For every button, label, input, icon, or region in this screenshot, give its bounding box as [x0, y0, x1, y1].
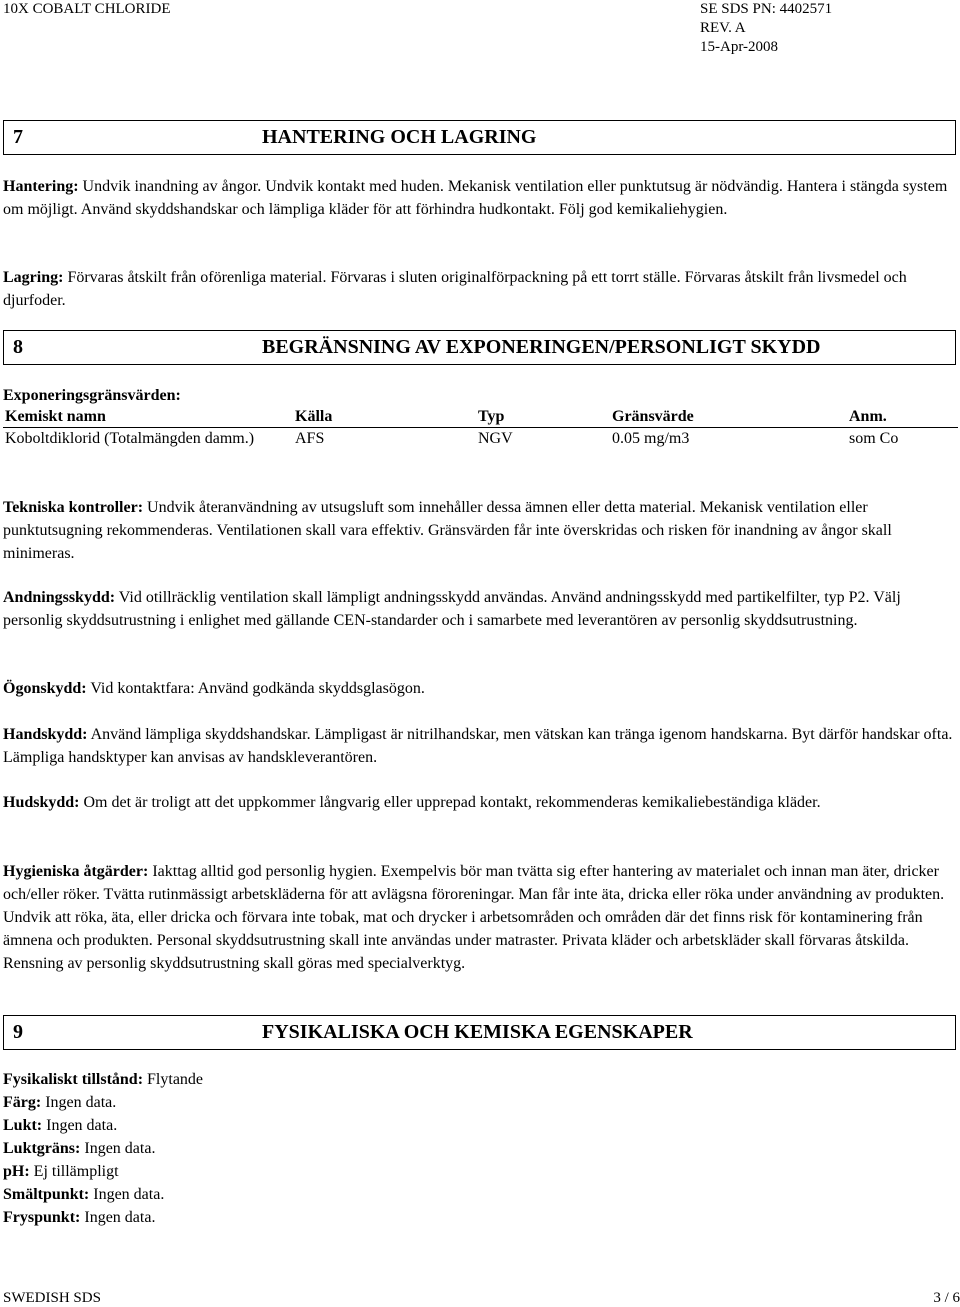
respiratory-protection-paragraph	[3, 586, 958, 632]
property-item	[3, 1160, 203, 1183]
revision-date: 15-Apr-2008	[700, 39, 779, 55]
property-label: Fysikaliskt tillstånd:	[3, 1071, 144, 1088]
document-info	[700, 0, 832, 57]
technical-controls-paragraph	[3, 496, 958, 565]
property-item	[3, 1091, 203, 1114]
storage-label: Lagring:	[3, 269, 64, 286]
column-header: Kemiskt namn	[3, 406, 293, 428]
handling-text: Undvik inandning av ångor. Undvik kontakt med huden. Mekanisk ventilation eller punktutsug är nödvändig. Hantera i stängda system om möjligt. Använd skyddshandskar och lämpliga kläder för att förhindra hudkontakt. Följ god kemikaliehygien.	[3, 178, 948, 218]
property-value: Flytande	[147, 1071, 204, 1088]
technical-controls-label: Tekniska kontroller:	[3, 499, 144, 516]
property-item	[3, 1068, 203, 1091]
section-8-heading	[3, 330, 956, 365]
product-name: 10X COBALT CHLORIDE	[3, 1, 171, 17]
skin-protection-paragraph	[3, 791, 958, 814]
property-label: pH:	[3, 1163, 30, 1180]
technical-controls-text: Undvik återanvändning av utsugsluft som innehåller dessa ämnen eller detta material. Mekanisk ventilation eller punktutsugning rekommenderas. Ventilationen skall vara effektiv. Gränsvärden får inte överskridas och risken för inandning av ångor skall minimeras.	[3, 499, 892, 562]
property-value: Ej tillämpligt	[33, 1163, 119, 1180]
property-label: Smältpunkt:	[3, 1186, 90, 1203]
hand-protection-label: Handskydd:	[3, 726, 88, 743]
hygiene-measures-label: Hygieniska åtgärder:	[3, 863, 149, 880]
column-header: Gränsvärde	[610, 406, 847, 428]
handling-label: Hantering:	[3, 178, 79, 195]
page-number: 3 / 6	[933, 1290, 960, 1306]
skin-protection-label: Hudskydd:	[3, 794, 80, 811]
footer-document-label: SWEDISH SDS	[3, 1290, 101, 1306]
eye-protection-text: Vid kontaktfara: Använd godkända skyddsglasögon.	[90, 680, 425, 697]
eye-protection-paragraph	[3, 677, 958, 700]
table-cell: AFS	[295, 430, 325, 447]
property-label: Fryspunkt:	[3, 1209, 81, 1226]
property-value: Ingen data.	[93, 1186, 165, 1203]
property-value: Ingen data.	[84, 1209, 156, 1226]
section-number: 8	[13, 336, 23, 358]
property-label: Luktgräns:	[3, 1140, 81, 1157]
property-item	[3, 1183, 203, 1206]
section-title: FYSIKALISKA OCH KEMISKA EGENSKAPER	[262, 1021, 693, 1043]
hand-protection-text: Använd lämpliga skyddshandskar. Lämpligast är nitrilhandskar, men vätskan kan tränga igenom handskarna. Byt därför handskar ofta. Lämpliga handsktyper kan anvisas av handskleverantören.	[3, 726, 953, 766]
section-7-heading	[3, 120, 956, 155]
table-header-row	[3, 406, 958, 428]
property-item	[3, 1206, 203, 1229]
section-title: HANTERING OCH LAGRING	[262, 126, 537, 148]
section-number: 9	[13, 1021, 23, 1043]
section-9-heading	[3, 1015, 956, 1050]
revision: REV. A	[700, 20, 746, 36]
hygiene-measures-paragraph	[3, 860, 958, 975]
skin-protection-text: Om det är troligt att det uppkommer långvarig eller upprepad kontakt, rekommenderas kemikaliebeständiga kläder.	[83, 794, 821, 811]
table-cell: NGV	[478, 430, 513, 447]
hand-protection-paragraph	[3, 723, 958, 769]
property-label: Lukt:	[3, 1117, 43, 1134]
storage-paragraph	[3, 266, 958, 312]
property-item	[3, 1114, 203, 1137]
column-header: Anm.	[847, 406, 958, 428]
property-value: Ingen data.	[45, 1094, 117, 1111]
property-value: Ingen data.	[46, 1117, 118, 1134]
eye-protection-label: Ögonskydd:	[3, 680, 87, 697]
section-title: BEGRÄNSNING AV EXPONERINGEN/PERSONLIGT SKYDD	[262, 336, 821, 358]
respiratory-protection-label: Andningsskydd:	[3, 589, 116, 606]
physical-properties-list	[3, 1068, 203, 1229]
table-cell: 0.05 mg/m3	[612, 430, 690, 447]
handling-paragraph	[3, 175, 958, 221]
storage-text: Förvaras åtskilt från oförenliga material. Förvaras i sluten originalförpackning på ett torrt ställe. Förvaras åtskilt från livsmedel och djurfoder.	[3, 269, 907, 309]
respiratory-protection-text: Vid otillräcklig ventilation skall lämpligt andningsskydd användas. Använd andningsskydd med partikelfilter, typ P2. Välj personlig skyddsutrustning i enlighet med gällande CEN-standarder och i samarbete med leverantören av personlig skyddsutrustning.	[3, 589, 901, 629]
property-label: Färg:	[3, 1094, 42, 1111]
property-item	[3, 1137, 203, 1160]
exposure-limits-heading: Exponeringsgränsvärden:	[3, 387, 181, 404]
table-cell: som Co	[849, 430, 899, 447]
table-row	[3, 428, 958, 450]
column-header: Källa	[293, 406, 476, 428]
exposure-limits-table	[3, 406, 958, 449]
column-header: Typ	[476, 406, 610, 428]
property-value: Ingen data.	[84, 1140, 156, 1157]
table-cell: Koboltdiklorid (Totalmängden damm.)	[5, 430, 255, 447]
sds-part-number: SE SDS PN: 4402571	[700, 1, 833, 17]
section-number: 7	[13, 126, 23, 148]
hygiene-measures-text: Iakttag alltid god personlig hygien. Exempelvis bör man tvätta sig efter hantering av materialet och innan man äter, dricker och/eller röker. Tvätta rutinmässigt arbetskläderna för att avlägsna föroreningar. Man får inte äta, dricka eller röka under användning av produkten. Undvik att röka, äta, eller dricka och förvara inte tobak, mat och drycker i arbetsområden och områden där det finns risk för kontaminering från ämnena och produkten. Personal skyddsutrustning skall inte användas under matraster. Privata kläder och arbetskläder skall förvaras åtskilda. Rensning av personlig skyddsutrustning skall göras med specialverktyg.	[3, 863, 945, 972]
